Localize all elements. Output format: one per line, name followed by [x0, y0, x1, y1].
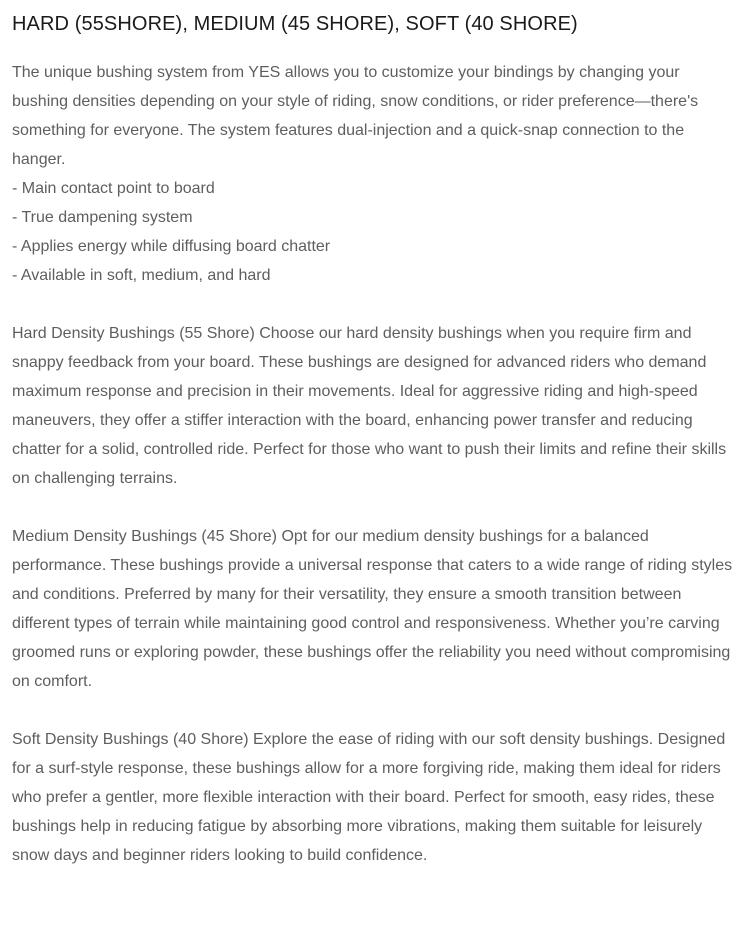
paragraph-spacer	[12, 290, 736, 319]
feature-item: - Applies energy while diffusing board chatter	[12, 238, 331, 255]
soft-bushings-paragraph: Soft Density Bushings (40 Shore) Explore the ease of riding with our soft density bushings. Designed for a surf-style response, these bushings allow for a more forgiving ride, making them ideal for riders who prefer a gentler, more flexible interaction with their board. Perfect for smooth, easy rides, these bushings help in reducing fatigue by absorbing more vibrations, making them suitable for leisurely snow days and beginner riders looking to build confidence.	[12, 731, 726, 864]
description-body	[12, 58, 736, 870]
feature-item: - True dampening system	[12, 209, 193, 226]
paragraph-spacer	[12, 696, 736, 725]
paragraph-spacer	[12, 493, 736, 522]
product-description	[12, 10, 736, 870]
feature-item: - Available in soft, medium, and hard	[12, 267, 271, 284]
feature-item: - Main contact point to board	[12, 180, 215, 197]
medium-bushings-paragraph: Medium Density Bushings (45 Shore) Opt for our medium density bushings for a balanced performance. These bushings provide a universal response that caters to a wide range of riding styles and conditions. Preferred by many for their versatility, they ensure a smooth transition between different types of terrain while maintaining good control and responsiveness. Whether you’re carving groomed runs or exploring powder, these bushings offer the reliability you need without compromising on comfort.	[12, 528, 733, 690]
section-title: HARD (55SHORE), MEDIUM (45 SHORE), SOFT (40 SHORE)	[12, 13, 578, 35]
intro-paragraph: The unique bushing system from YES allows you to customize your bindings by changing your bushing densities depending on your style of riding, snow conditions, or rider preference—there's something for everyone. The system features dual-injection and a quick-snap connection to the hanger.	[12, 64, 699, 168]
hard-bushings-paragraph: Hard Density Bushings (55 Shore) Choose our hard density bushings when you require firm and snappy feedback from your board. These bushings are designed for advanced riders who demand maximum response and precision in their movements. Ideal for aggressive riding and high-speed maneuvers, they offer a stiffer interaction with the board, enhancing power transfer and reducing chatter for a solid, controlled ride. Perfect for those who want to push their limits and refine their skills on challenging terrains.	[12, 325, 727, 487]
